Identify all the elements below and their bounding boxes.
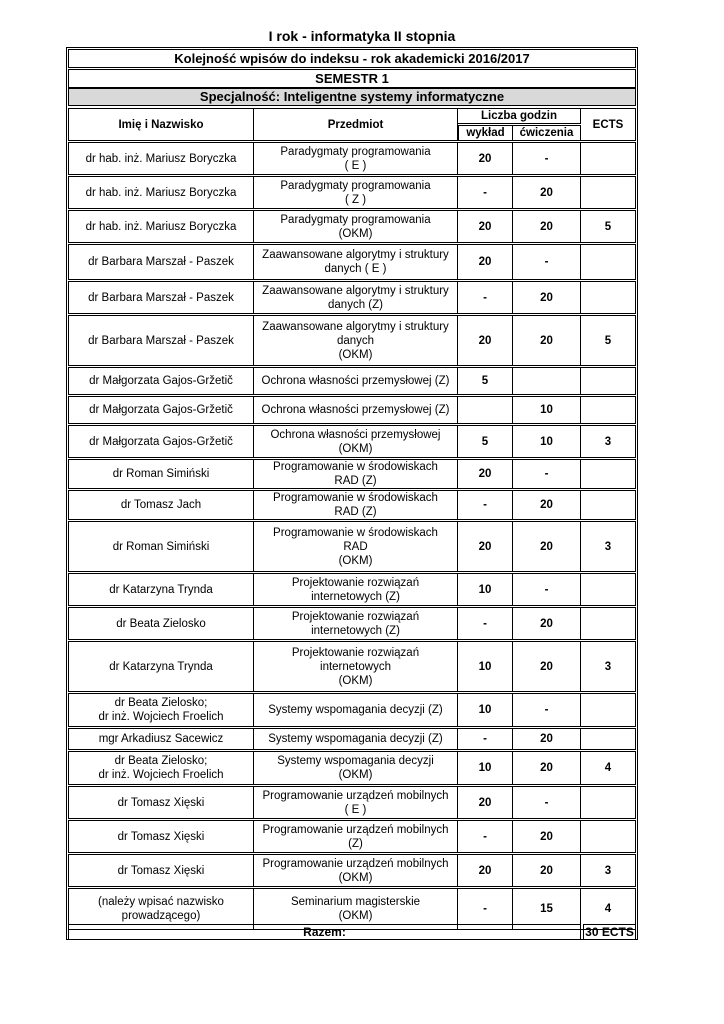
cell-lecture: 20 xyxy=(458,210,513,243)
cell-name: dr Beata Zielosko xyxy=(68,607,254,640)
cell-name: dr hab. inż. Mariusz Boryczka xyxy=(68,210,254,243)
cell-ects: 5 xyxy=(581,210,636,243)
cell-exercises: - xyxy=(513,459,581,489)
cell-name: dr Tomasz Jach xyxy=(68,490,254,520)
table-row xyxy=(68,786,636,819)
cell-exercises: 20 xyxy=(513,210,581,243)
cell-lecture: 20 xyxy=(458,315,513,366)
cell-lecture: 20 xyxy=(458,786,513,819)
cell-ects xyxy=(581,820,636,853)
cell-subject: Zaawansowane algorytmy i struktury danych ( E ) xyxy=(254,244,458,280)
cell-exercises: 20 xyxy=(513,751,581,785)
cell-subject: Programowanie w środowiskach RAD (Z) xyxy=(254,459,458,489)
cell-lecture: - xyxy=(458,176,513,209)
cell-subject: Projektowanie rozwiązań internetowych (OKM) xyxy=(254,641,458,692)
cell-ects xyxy=(581,142,636,175)
cell-subject: Seminarium magisterskie (OKM) xyxy=(254,888,458,930)
table-row xyxy=(68,820,636,853)
cell-ects: 5 xyxy=(581,315,636,366)
table-row xyxy=(68,693,636,727)
cell-name: dr Małgorzata Gajos-Gržetič xyxy=(68,396,254,424)
cell-ects: 4 xyxy=(581,888,636,930)
cell-ects xyxy=(581,244,636,280)
cell-lecture: 10 xyxy=(458,641,513,692)
cell-exercises: - xyxy=(513,786,581,819)
cell-exercises: 20 xyxy=(513,854,581,887)
cell-subject: Programowanie urządzeń mobilnych (OKM) xyxy=(254,854,458,887)
cell-name: (należy wpisać nazwisko prowadzącego) xyxy=(68,888,254,930)
cell-name: dr Barbara Marszał - Paszek xyxy=(68,244,254,280)
cell-ects xyxy=(581,367,636,395)
cell-name: dr hab. inż. Mariusz Boryczka xyxy=(68,176,254,209)
cell-lecture xyxy=(458,396,513,424)
cell-subject: Programowanie urządzeń mobilnych ( E ) xyxy=(254,786,458,819)
cell-subject: Zaawansowane algorytmy i struktury danych (Z) xyxy=(254,281,458,314)
table-row xyxy=(68,142,636,175)
cell-ects xyxy=(581,607,636,640)
cell-ects xyxy=(581,459,636,489)
cell-lecture: - xyxy=(458,281,513,314)
table-row xyxy=(68,281,636,314)
col-header-hours: Liczba godzin xyxy=(458,108,581,124)
cell-name: dr Tomasz Xięski xyxy=(68,854,254,887)
cell-ects xyxy=(581,490,636,520)
cell-ects xyxy=(581,573,636,606)
cell-name: dr Katarzyna Trynda xyxy=(68,641,254,692)
courses-table xyxy=(68,107,636,931)
cell-ects: 4 xyxy=(581,751,636,785)
cell-lecture: - xyxy=(458,490,513,520)
table-row xyxy=(68,315,636,366)
cell-exercises: 10 xyxy=(513,425,581,458)
cell-subject: Systemy wspomagania decyzji (OKM) xyxy=(254,751,458,785)
cell-exercises: - xyxy=(513,573,581,606)
col-header-ects: ECTS xyxy=(581,108,636,141)
table-row xyxy=(68,854,636,887)
cell-lecture: - xyxy=(458,728,513,750)
cell-lecture: 20 xyxy=(458,244,513,280)
col-header-lecture: wykład xyxy=(458,125,513,141)
cell-subject: Ochrona własności przemysłowej (OKM) xyxy=(254,425,458,458)
cell-lecture: 10 xyxy=(458,573,513,606)
table-row xyxy=(68,176,636,209)
cell-exercises: 20 xyxy=(513,728,581,750)
table-row xyxy=(68,641,636,692)
header-semester: SEMESTR 1 xyxy=(68,69,636,88)
cell-ects: 3 xyxy=(581,425,636,458)
cell-lecture: 10 xyxy=(458,751,513,785)
total-label: Razem: xyxy=(68,924,581,940)
cell-subject: Paradygmaty programowania ( E ) xyxy=(254,142,458,175)
cell-name: dr Beata Zielosko; dr inż. Wojciech Froelich xyxy=(68,693,254,727)
table-row xyxy=(68,210,636,243)
cell-exercises: 20 xyxy=(513,521,581,572)
cell-ects xyxy=(581,786,636,819)
total-value: 30 ECTS xyxy=(583,924,636,940)
cell-exercises: 15 xyxy=(513,888,581,930)
cell-name: dr Roman Simiński xyxy=(68,521,254,572)
table-row xyxy=(68,751,636,785)
cell-name: dr Tomasz Xięski xyxy=(68,786,254,819)
header-specialization: Specjalność: Inteligentne systemy informatyczne xyxy=(68,88,636,106)
cell-exercises: 20 xyxy=(513,607,581,640)
cell-name: dr Małgorzata Gajos-Gržetič xyxy=(68,425,254,458)
cell-exercises: 20 xyxy=(513,281,581,314)
cell-name: mgr Arkadiusz Sacewicz xyxy=(68,728,254,750)
cell-lecture: 5 xyxy=(458,367,513,395)
cell-lecture: 5 xyxy=(458,425,513,458)
page-title: I rok - informatyka II stopnia xyxy=(268,28,456,44)
cell-subject: Programowanie urządzeń mobilnych (Z) xyxy=(254,820,458,853)
cell-subject: Ochrona własności przemysłowej (Z) xyxy=(254,367,458,395)
cell-exercises: 20 xyxy=(513,176,581,209)
table-row xyxy=(68,367,636,395)
cell-subject: Paradygmaty programowania (OKM) xyxy=(254,210,458,243)
cell-ects: 3 xyxy=(581,521,636,572)
cell-lecture: 10 xyxy=(458,693,513,727)
cell-name: dr Katarzyna Trynda xyxy=(68,573,254,606)
col-header-subject: Przedmiot xyxy=(254,108,458,141)
cell-lecture: 20 xyxy=(458,459,513,489)
cell-lecture: - xyxy=(458,607,513,640)
cell-lecture: - xyxy=(458,820,513,853)
table-row xyxy=(68,607,636,640)
cell-subject: Programowanie w środowiskach RAD (Z) xyxy=(254,490,458,520)
cell-ects: 3 xyxy=(581,641,636,692)
col-header-name: Imię i Nazwisko xyxy=(68,108,254,141)
cell-exercises: - xyxy=(513,693,581,727)
header-year: Kolejność wpisów do indeksu - rok akademicki 2016/2017 xyxy=(68,49,636,68)
cell-subject: Paradygmaty programowania ( Z ) xyxy=(254,176,458,209)
cell-exercises: - xyxy=(513,142,581,175)
cell-lecture: 20 xyxy=(458,142,513,175)
cell-ects xyxy=(581,396,636,424)
cell-ects xyxy=(581,176,636,209)
cell-ects xyxy=(581,693,636,727)
cell-subject: Projektowanie rozwiązań internetowych (Z) xyxy=(254,573,458,606)
table-row xyxy=(68,425,636,458)
cell-exercises: 20 xyxy=(513,641,581,692)
cell-name: dr Beata Zielosko; dr inż. Wojciech Froelich xyxy=(68,751,254,785)
table-row xyxy=(68,521,636,572)
cell-lecture: - xyxy=(458,888,513,930)
cell-exercises xyxy=(513,367,581,395)
cell-subject: Zaawansowane algorytmy i struktury danych (OKM) xyxy=(254,315,458,366)
cell-name: dr Barbara Marszał - Paszek xyxy=(68,315,254,366)
cell-exercises: 20 xyxy=(513,490,581,520)
cell-name: dr Małgorzata Gajos-Gržetič xyxy=(68,367,254,395)
cell-exercises: - xyxy=(513,244,581,280)
cell-subject: Systemy wspomagania decyzji (Z) xyxy=(254,693,458,727)
cell-ects xyxy=(581,281,636,314)
cell-subject: Ochrona własności przemysłowej (Z) xyxy=(254,396,458,424)
table-row xyxy=(68,459,636,489)
cell-ects: 3 xyxy=(581,854,636,887)
cell-lecture: 20 xyxy=(458,854,513,887)
table-row xyxy=(68,244,636,280)
table-row xyxy=(68,490,636,520)
cell-name: dr Tomasz Xięski xyxy=(68,820,254,853)
cell-subject: Programowanie w środowiskach RAD (OKM) xyxy=(254,521,458,572)
cell-exercises: 20 xyxy=(513,315,581,366)
cell-lecture: 20 xyxy=(458,521,513,572)
cell-subject: Systemy wspomagania decyzji (Z) xyxy=(254,728,458,750)
cell-subject: Projektowanie rozwiązań internetowych (Z) xyxy=(254,607,458,640)
cell-exercises: 20 xyxy=(513,820,581,853)
table-row xyxy=(68,728,636,750)
cell-name: dr Roman Simiński xyxy=(68,459,254,489)
col-header-exercises: ćwiczenia xyxy=(513,125,581,141)
cell-name: dr Barbara Marszał - Paszek xyxy=(68,281,254,314)
table-row xyxy=(68,573,636,606)
cell-ects xyxy=(581,728,636,750)
cell-name: dr hab. inż. Mariusz Boryczka xyxy=(68,142,254,175)
table-row xyxy=(68,396,636,424)
cell-exercises: 10 xyxy=(513,396,581,424)
